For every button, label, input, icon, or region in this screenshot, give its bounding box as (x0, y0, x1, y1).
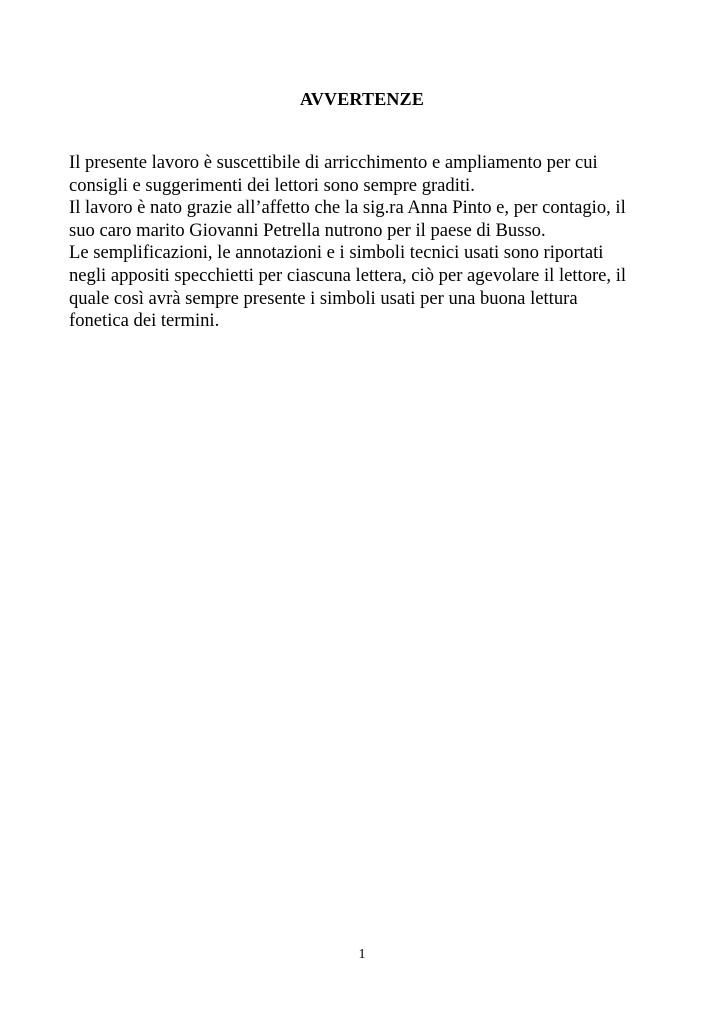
text-line: negli appositi specchietti per ciascuna lettera, ciò per agevolare il lettore, il (69, 264, 627, 286)
page-title: AVVERTENZE (299, 89, 425, 109)
text-line: fonetica dei termini. (69, 310, 220, 332)
text-line: quale così avrà sempre presente i simboli usati per una buona lettura (69, 287, 578, 309)
text-line: Il lavoro è nato grazie all’affetto che la sig.ra Anna Pinto e, per contagio, il (69, 197, 626, 219)
text-line: Le semplificazioni, le annotazioni e i simboli tecnici usati sono riportati (69, 242, 604, 264)
text-line: suo caro marito Giovanni Petrella nutrono per il paese di Busso. (69, 219, 546, 241)
text-line: consigli e suggerimenti dei lettori sono sempre graditi. (69, 174, 475, 196)
page-number: 1 (358, 947, 366, 962)
text-line: Il presente lavoro è suscettibile di arricchimento e ampliamento per cui (69, 152, 598, 173)
body-paragraph (69, 152, 669, 333)
